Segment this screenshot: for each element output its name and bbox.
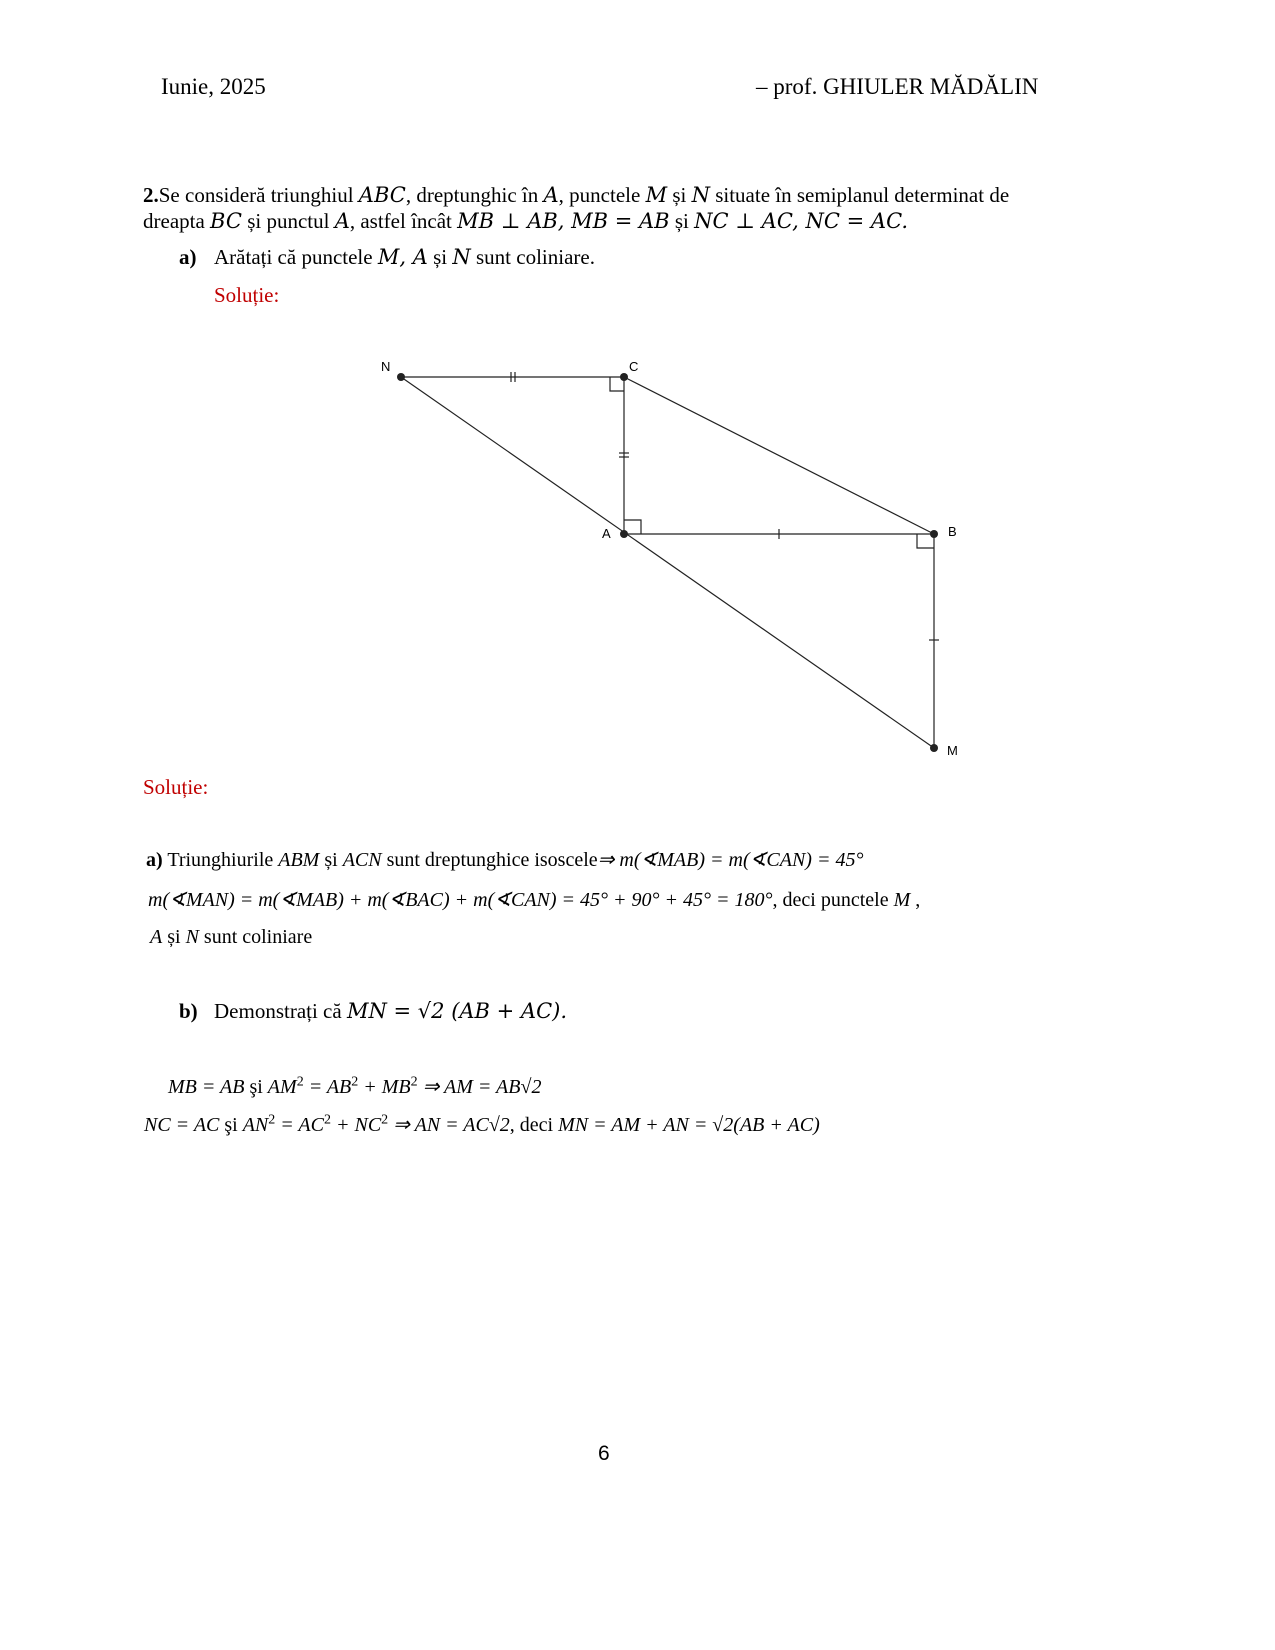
problem-statement: 2.Se consideră triunghiul ABC, dreptunghic în A, punctele M și N situate în semiplanul determinat de dreapta BC și punctul A, astfel încât MB ⊥ AB, MB = AB și NC ⊥ AC, NC = AC.: [143, 183, 1010, 233]
solution-a-line3: A și N sunt coliniare: [150, 926, 313, 948]
solution-b-line1: MB = AB şi $AM^2 = AB^2 + MB^2$ ⇒ AM = AB√2: [168, 1074, 542, 1098]
header-author: – prof. GHIULER MĂDĂLIN: [756, 74, 1039, 99]
problem-number: 2.: [143, 183, 159, 207]
point-a: [620, 530, 628, 538]
part-b-label: b): [179, 999, 198, 1023]
label-m: M: [947, 743, 958, 758]
segment-nm: [401, 377, 934, 748]
point-m: [930, 744, 938, 752]
solution-label: Soluție:: [143, 775, 209, 799]
point-n: [397, 373, 405, 381]
part-a-label: a): [179, 245, 197, 269]
label-a: A: [602, 526, 611, 541]
segment-cb: [624, 377, 934, 534]
solution-b-line2: NC = AC şi $AN^2 = AC^2 + NC^2$ ⇒ AN = AC√2, deci MN = AM + AN = √2(AB + AC): [144, 1112, 820, 1136]
solution-a-line2: m(∢MAN) = m(∢MAB) + m(∢BAC) + m(∢CAN) = 45° + 90° + 45° = 180°, deci punctele M ,: [148, 889, 921, 911]
geometry-figure: [360, 350, 980, 770]
label-n: N: [381, 359, 391, 374]
part-b-question: Demonstrați că MN = √2 (AB + AC).: [214, 999, 568, 1023]
label-c: C: [629, 359, 639, 374]
label-b: B: [948, 524, 957, 539]
part-a-solution-label: Soluție:: [214, 283, 280, 307]
page-number: 6: [598, 1442, 610, 1465]
solution-a-line1: a) Triunghiurile ABM și ACN sunt dreptunghice isoscele⇒ m(∢MAB) = m(∢CAN) = 45°: [146, 849, 864, 871]
header-date: Iunie, 2025: [161, 74, 266, 99]
point-c: [620, 373, 628, 381]
point-b: [930, 530, 938, 538]
part-a-question: Arătați că punctele M, A și N sunt coliniare.: [214, 245, 595, 269]
